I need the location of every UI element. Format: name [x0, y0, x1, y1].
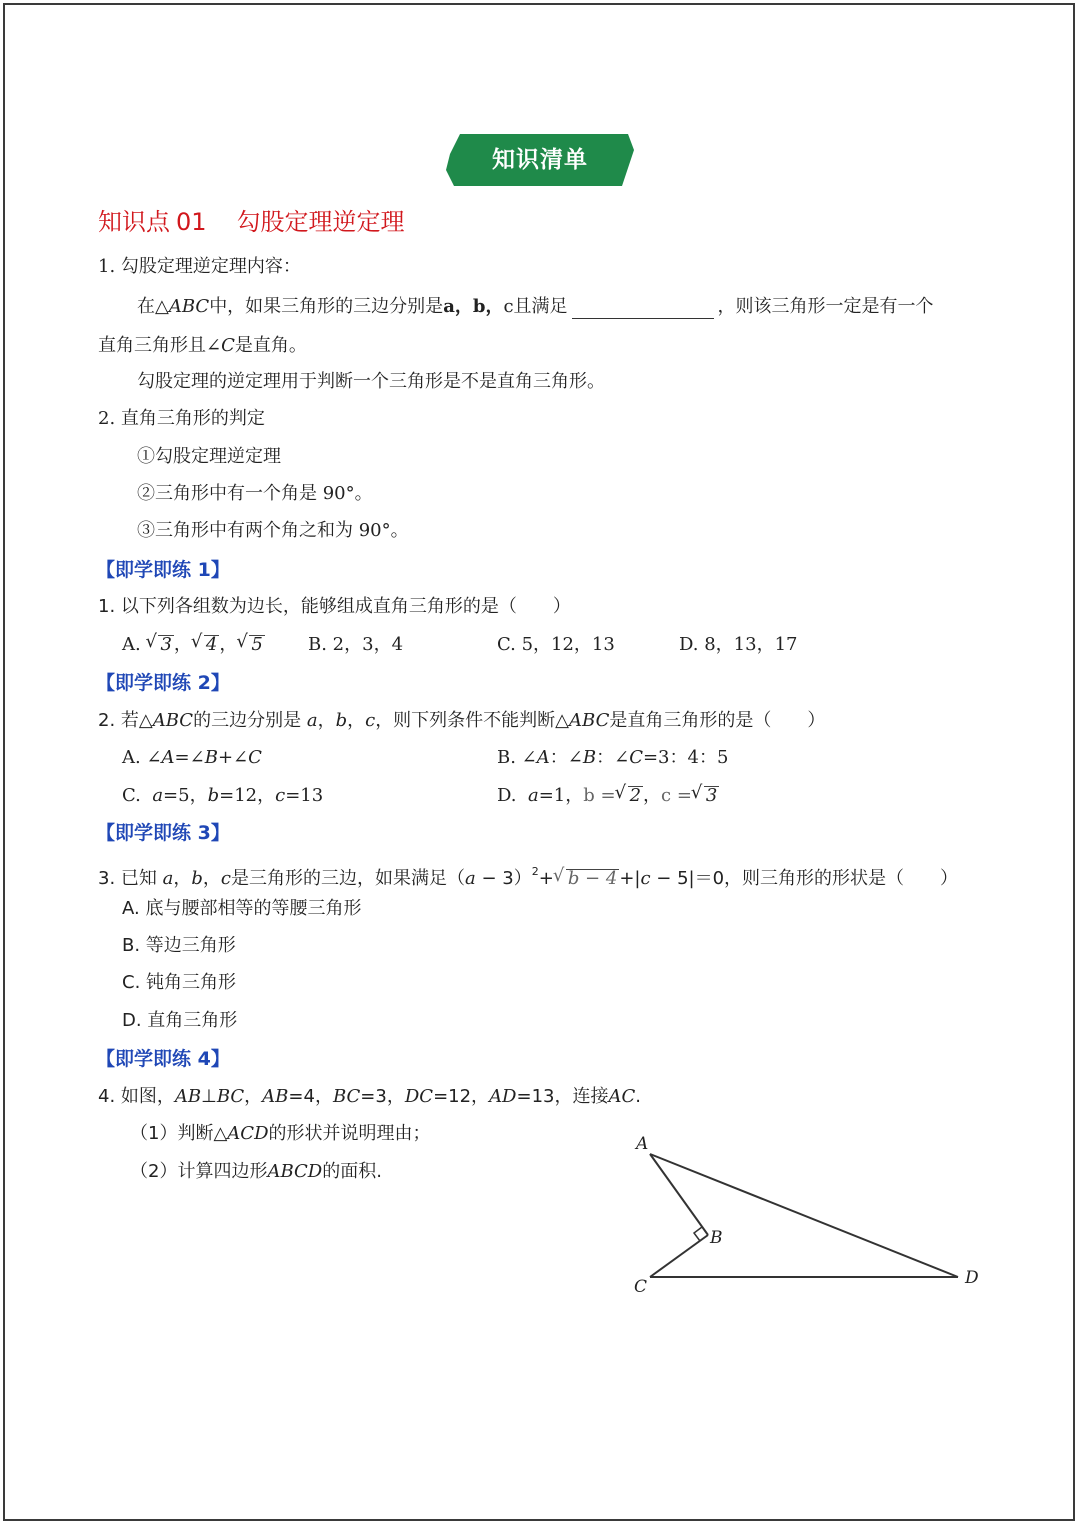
- text: B. ∠: [497, 747, 537, 768]
- text: =5，: [163, 785, 208, 806]
- q1-option-d: D. 8，13，17: [679, 634, 798, 655]
- text: =3，: [360, 1086, 405, 1107]
- text: 3. 已知: [98, 868, 157, 889]
- text: ，则该三角形一定是有一个: [717, 296, 934, 317]
- var-c: c: [503, 296, 514, 317]
- point-label-b: B: [710, 1228, 723, 1248]
- segment-ad: [650, 1154, 958, 1277]
- text: =13: [285, 785, 324, 806]
- text: 的三边分别是: [193, 710, 302, 731]
- kp-label: 知识点: [98, 208, 170, 236]
- var-abc: ABC: [168, 296, 210, 317]
- var: c: [275, 785, 286, 806]
- text: 是三角形的三边，如果满足（: [231, 868, 465, 889]
- section1-line2: [98, 334, 307, 358]
- section2-item: ②三角形中有一个角是 90°。: [137, 483, 373, 504]
- var: ABCD: [267, 1161, 323, 1182]
- var-b: b: [191, 868, 203, 889]
- var: AB: [174, 1086, 202, 1107]
- text: +∠: [217, 747, 249, 768]
- text: − 5|＝0，则三角形的形状是（ ）: [650, 868, 959, 889]
- var: B: [204, 747, 218, 768]
- q2-stem: 2. 若△ABC的三边分别是 a，b，c，则下列条件不能判断△ABC是直角三角形的是（ ）: [98, 710, 826, 731]
- right-angle-marker: [694, 1227, 702, 1241]
- q1-option-a: A. √ 3 ，√ 4 ，√ 5: [122, 633, 265, 657]
- var: DC: [404, 1086, 434, 1107]
- q3-option-d: D. 直角三角形: [122, 1010, 238, 1031]
- exponent: 2: [531, 865, 539, 878]
- text: D.: [497, 785, 517, 806]
- var: C: [248, 747, 262, 768]
- text: （2）计算四边形: [130, 1161, 268, 1182]
- section1-heading: 1. 勾股定理逆定理内容：: [98, 256, 301, 277]
- q4-stem: 4. 如图，AB⊥BC，AB=4，BC=3，DC=12，AD=13，连接AC.: [98, 1086, 642, 1107]
- text: =1，: [538, 785, 584, 806]
- var-a: a: [162, 868, 174, 889]
- text: ：∠: [596, 747, 630, 768]
- q2-option-d: D. a=1，b =√ 2 ，c =√ 3: [497, 784, 719, 808]
- text: 在△: [137, 296, 169, 317]
- text: A. ∠: [122, 747, 162, 768]
- q3-option-a: A. 底与腰部相等的等腰三角形: [122, 898, 362, 919]
- var: AC: [608, 1086, 636, 1107]
- option-label: A.: [122, 634, 141, 655]
- text: .: [635, 1086, 642, 1107]
- q3-option-c: C. 钝角三角形: [122, 972, 237, 993]
- knowledge-point-title: [98, 206, 405, 238]
- text: +: [538, 868, 554, 889]
- text: 2. 若△: [98, 710, 153, 731]
- kp-title: 勾股定理逆定理: [236, 208, 405, 236]
- var: B: [582, 747, 597, 768]
- var: a: [465, 868, 476, 889]
- var: c: [640, 868, 651, 889]
- var: AB: [262, 1086, 289, 1107]
- var: ACD: [227, 1123, 269, 1144]
- var-c: c: [220, 868, 231, 889]
- text: =4，: [288, 1086, 333, 1107]
- text: =∠: [174, 747, 205, 768]
- q3-option-b: B. 等边三角形: [122, 935, 236, 956]
- var-c: c: [365, 710, 376, 731]
- practice-heading-2: 【即学即练 2】: [96, 672, 230, 694]
- var: A: [536, 747, 550, 768]
- var-a: a: [443, 296, 455, 317]
- text: ⊥: [201, 1086, 217, 1107]
- section2-item: ③三角形中有两个角之和为 90°。: [137, 520, 409, 541]
- text: =3：4：5: [642, 747, 729, 768]
- text: （1）判断△: [130, 1123, 228, 1144]
- var-b: b: [335, 710, 348, 731]
- q4-sub2: [130, 1160, 382, 1184]
- kp-number: 01: [176, 208, 207, 236]
- text: =13，连接: [516, 1086, 609, 1107]
- text: 4. 如图，: [98, 1086, 175, 1107]
- text: 直角三角形且∠: [98, 335, 222, 356]
- q2-option-b: [497, 746, 728, 770]
- text: 是直角三角形的是（ ）: [609, 710, 826, 731]
- text: C.: [122, 785, 141, 806]
- quadrilateral-figure: [625, 1125, 995, 1305]
- text: c =: [661, 785, 692, 806]
- var-C: C: [221, 335, 235, 356]
- var: a: [527, 785, 539, 806]
- sqrt: √ 4: [204, 635, 219, 654]
- sqrt: √ b − 4: [566, 869, 620, 888]
- text: 中，如果三角形的三边分别是: [209, 296, 444, 317]
- section1-line1: 在△ABC中，如果三角形的三边分别是a，b，c且满足 ，则该三角形一定是有一个: [137, 296, 934, 317]
- section-badge: [446, 134, 634, 186]
- text: b =: [583, 785, 616, 806]
- section2-item: ①勾股定理逆定理: [137, 446, 281, 467]
- section2-heading: 2. 直角三角形的判定: [98, 408, 265, 429]
- var: a: [152, 785, 164, 806]
- sqrt: √ 5: [249, 635, 264, 654]
- sqrt: √ 3: [704, 786, 719, 805]
- text: 是直角。: [234, 335, 307, 356]
- text: ，则下列条件不能判断△: [375, 710, 570, 731]
- section1-line3: 勾股定理的逆定理用于判断一个三角形是不是直角三角形。: [137, 371, 605, 392]
- var: A: [161, 747, 175, 768]
- practice-heading-3: 【即学即练 3】: [96, 822, 230, 844]
- var-b: b: [472, 296, 486, 317]
- point-label-c: C: [634, 1277, 648, 1297]
- text: =12，: [219, 785, 276, 806]
- text: =12，: [433, 1086, 490, 1107]
- text: 的面积.: [322, 1161, 382, 1182]
- q1-stem: 1. 以下列各组数为边长，能够组成直角三角形的是（ ）: [98, 596, 571, 617]
- text: +|: [619, 868, 641, 889]
- point-label-a: A: [636, 1134, 649, 1154]
- q4-sub1: [130, 1122, 431, 1146]
- q3-stem: 3. 已知 a，b，c是三角形的三边，如果满足$(a - 3)^2+√$ b − 4 +|c − 5|＝0，则三角形的形状是（ ）: [98, 860, 958, 891]
- text: ：∠: [549, 747, 583, 768]
- var: b: [207, 785, 220, 806]
- var-abc: ABC: [569, 710, 610, 731]
- q2-option-c: [122, 784, 323, 808]
- point-label-d: D: [965, 1268, 979, 1288]
- q2-option-a: [122, 746, 262, 770]
- sqrt: √ 3: [158, 635, 173, 654]
- fill-blank[interactable]: [572, 296, 714, 319]
- var: C: [629, 747, 643, 768]
- q1-option-c: C. 5，12，13: [497, 634, 615, 655]
- var: AD: [489, 1086, 517, 1107]
- text: − 3）: [475, 868, 532, 889]
- var: BC: [216, 1086, 245, 1107]
- q1-option-b: B. 2，3，4: [308, 634, 404, 655]
- practice-heading-4: 【即学即练 4】: [96, 1048, 230, 1070]
- badge-title: 知识清单: [492, 147, 588, 173]
- var-a: a: [306, 710, 318, 731]
- var-abc: ABC: [152, 710, 194, 731]
- sqrt: √ 2: [628, 786, 643, 805]
- var: BC: [332, 1086, 361, 1107]
- practice-heading-1: 【即学即练 1】: [96, 559, 230, 581]
- text: 且满足: [513, 296, 568, 317]
- text: 的形状并说明理由；: [268, 1123, 431, 1144]
